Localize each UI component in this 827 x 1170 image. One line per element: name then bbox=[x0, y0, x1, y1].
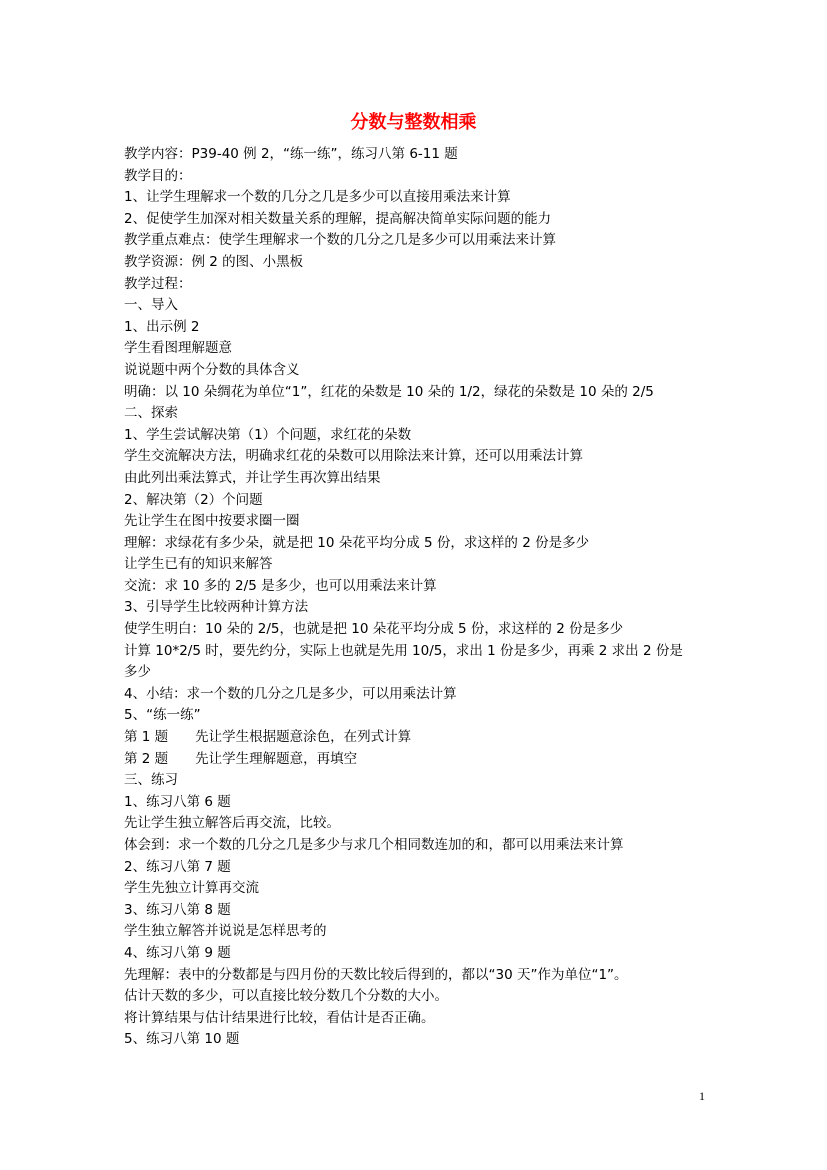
text-line: 交流：求 10 多的 2/5 是多少，也可以用乘法来计算 bbox=[124, 577, 437, 594]
text-line: 1、学生尝试解决第（1）个问题，求红花的朵数 bbox=[124, 426, 412, 443]
text-line: 一、导入 bbox=[124, 297, 178, 314]
text-line: 说说题中两个分数的具体含义 bbox=[124, 361, 300, 378]
text-line: 计算 10*2/5 时，要先约分，实际上也就是先用 10/5，求出 1 份是多少，再乘 2 求出 2 份是 bbox=[124, 642, 683, 659]
text-line: 学生先独立计算再交流 bbox=[124, 880, 259, 897]
text-line: 4、练习八第 9 题 bbox=[124, 944, 231, 961]
text-line: 教学目的： bbox=[124, 167, 192, 184]
text-line: 3、练习八第 8 题 bbox=[124, 901, 231, 918]
text-line: 学生看图理解题意 bbox=[124, 340, 232, 357]
text-line: 先让学生在图中按要求圈一圈 bbox=[124, 513, 300, 530]
text-line: 4、小结：求一个数的几分之几是多少，可以用乘法计算 bbox=[124, 685, 457, 702]
text-line: 教学内容：P39-40 例 2，“练一练”，练习八第 6-11 题 bbox=[124, 146, 458, 162]
text-line: 教学资源：例 2 的图、小黑板 bbox=[124, 253, 304, 270]
text-line: 第 2 题 先让学生理解题意，再填空 bbox=[124, 750, 358, 767]
text-line: 教学过程： bbox=[124, 275, 192, 292]
text-line: 估计天数的多少，可以直接比较分数几个分数的大小。 bbox=[124, 988, 448, 1005]
text-line: 学生交流解决方法，明确求红花的朵数可以用除法来计算，还可以用乘法计算 bbox=[124, 448, 583, 465]
text-line: 三、练习 bbox=[124, 772, 178, 789]
text-line: 多少 bbox=[124, 664, 151, 681]
text-line: 2、促使学生加深对相关数量关系的理解，提高解决简单实际问题的能力 bbox=[124, 210, 552, 227]
text-line: 将计算结果与估计结果进行比较，看估计是否正确。 bbox=[124, 1009, 435, 1026]
text-line: 先让学生独立解答后再交流，比较。 bbox=[124, 815, 340, 832]
text-line: 教学重点难点：使学生理解求一个数的几分之几是多少可以用乘法来计算 bbox=[124, 232, 556, 249]
text-line: 由此列出乘法算式，并让学生再次算出结果 bbox=[124, 469, 381, 486]
text-line: 5、练习八第 10 题 bbox=[124, 1031, 240, 1048]
document-title: 分数与整数相乘 bbox=[350, 112, 477, 133]
text-line: 理解：求绿花有多少朵，就是把 10 朵花平均分成 5 份，求这样的 2 份是多少 bbox=[124, 534, 590, 551]
text-line: 先理解：表中的分数都是与四月份的天数比较后得到的，都以“30 天”作为单位“1”。 bbox=[124, 966, 628, 983]
text-line: 5、“练一练” bbox=[124, 707, 201, 724]
text-line: 使学生明白：10 朵的 2/5，也就是把 10 朵花平均分成 5 份，求这样的 2 份是多少 bbox=[124, 621, 624, 638]
text-line: 明确：以 10 朵绸花为单位“1”，红花的朵数是 10 朵的 1/2，绿花的朵数是 10 朵的 2/5 bbox=[124, 383, 654, 400]
text-line: 2、解决第（2）个问题 bbox=[124, 491, 263, 508]
text-line: 体会到：求一个数的几分之几是多少与求几个相同数连加的和，都可以用乘法来计算 bbox=[124, 837, 624, 853]
document-body bbox=[124, 144, 710, 1051]
text-line: 2、练习八第 7 题 bbox=[124, 858, 231, 875]
text-line: 二、探索 bbox=[124, 405, 178, 422]
text-line: 3、引导学生比较两种计算方法 bbox=[124, 599, 309, 616]
text-line: 学生独立解答并说说是怎样思考的 bbox=[124, 923, 327, 940]
page-number: 1 bbox=[699, 1089, 705, 1103]
text-line: 让学生已有的知识来解答 bbox=[124, 556, 273, 573]
text-line: 1、出示例 2 bbox=[124, 318, 200, 335]
text-line: 第 1 题 先让学生根据题意涂色，在列式计算 bbox=[124, 729, 412, 746]
text-line: 1、练习八第 6 题 bbox=[124, 793, 231, 810]
text-line: 1、让学生理解求一个数的几分之几是多少可以直接用乘法来计算 bbox=[124, 189, 511, 206]
